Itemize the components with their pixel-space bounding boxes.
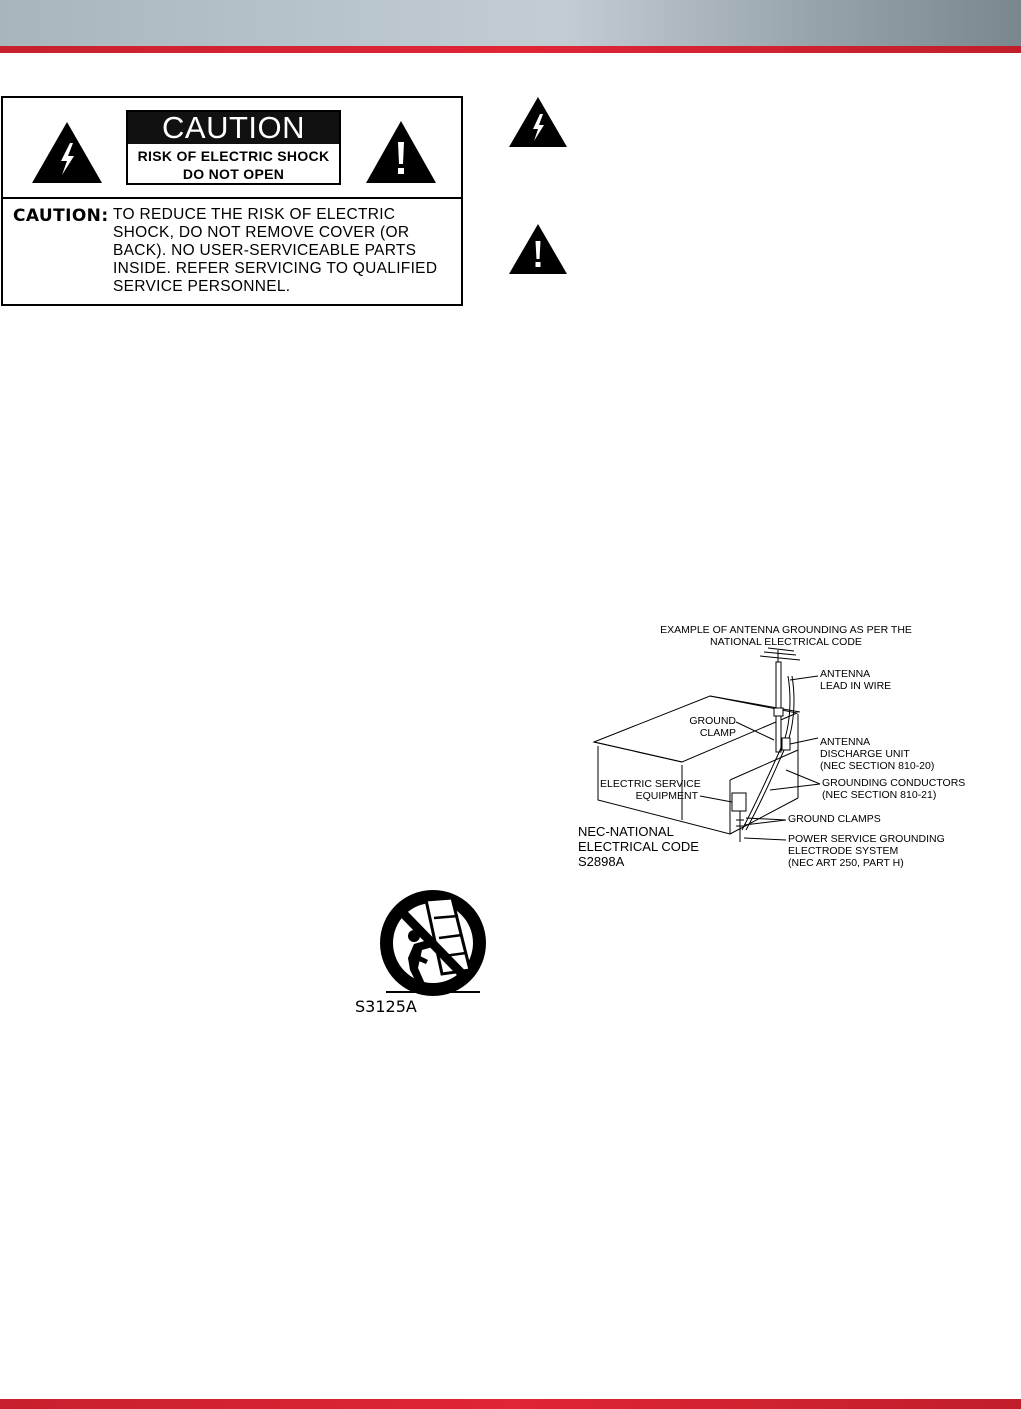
exclamation-triangle-icon [508, 223, 568, 275]
nec-label [578, 824, 699, 869]
nec-line: ELECTRICAL CODE [578, 839, 699, 854]
antenna-lead-line: ANTENNA [820, 668, 871, 680]
electric-service-label [600, 778, 701, 802]
caution-text-line: SHOCK, DO NOT REMOVE COVER (OR [113, 224, 410, 241]
antenna-diagram-title-line1: EXAMPLE OF ANTENNA GROUNDING AS PER THE [660, 624, 912, 636]
caution-text-line: SERVICE PERSONNEL. [113, 278, 291, 295]
caution-label-line2: DO NOT OPEN [182, 166, 285, 182]
lightning-triangle-icon [508, 96, 568, 148]
antenna-diagram-title-line2: NATIONAL ELECTRICAL CODE [710, 636, 862, 648]
caution-box [1, 96, 463, 306]
exclamation-triangle-icon [365, 120, 437, 184]
antenna-lead-label [820, 668, 891, 692]
nec-line: NEC-NATIONAL [578, 824, 674, 839]
grounding-conductors-line: GROUNDING CONDUCTORS [822, 777, 966, 789]
discharge-unit-line: DISCHARGE UNIT [820, 748, 910, 760]
discharge-unit-line: ANTENNA [820, 736, 871, 748]
caution-text-line: TO REDUCE THE RISK OF ELECTRIC [113, 206, 396, 223]
caution-text-line: BACK). NO USER-SERVICEABLE PARTS [113, 242, 417, 259]
antenna-grounding-diagram [560, 620, 980, 880]
ground-clamps-label: GROUND CLAMPS [788, 813, 881, 825]
discharge-unit-label [820, 736, 934, 772]
lightning-triangle-icon [31, 121, 103, 184]
power-service-line: POWER SERVICE GROUNDING [788, 833, 945, 845]
electric-service-line: ELECTRIC SERVICE [600, 778, 701, 790]
ground-clamp-line: CLAMP [699, 727, 736, 739]
ground-clamp-label [686, 715, 736, 739]
caution-label [126, 110, 341, 185]
footer-accent-stripe [0, 1399, 1021, 1409]
caution-label-title: CAUTION [128, 112, 339, 144]
caution-text-label: CAUTION: [13, 206, 109, 226]
header-bar [0, 0, 1021, 46]
electric-service-line: EQUIPMENT [635, 790, 698, 802]
caution-text-line: INSIDE. REFER SERVICING TO QUALIFIED [113, 260, 438, 277]
caution-box-top [3, 98, 461, 199]
caution-label-line1: RISK OF ELECTRIC SHOCK [137, 148, 330, 164]
caution-text-lines [113, 206, 463, 296]
power-service-line: ELECTRODE SYSTEM [788, 845, 899, 857]
header-accent-stripe [0, 46, 1021, 53]
ground-clamp-line: GROUND [689, 715, 736, 727]
power-service-line: (NEC ART 250, PART H) [788, 857, 904, 869]
power-service-label [788, 833, 945, 869]
caution-label-subtitle [128, 144, 339, 183]
antenna-lead-line: LEAD IN WIRE [820, 680, 892, 692]
discharge-unit-line: (NEC SECTION 810-20) [820, 760, 935, 772]
grounding-conductors-line: (NEC SECTION 810-21) [822, 789, 937, 801]
grounding-conductors-label [822, 777, 965, 801]
nec-line: S2898A [578, 854, 625, 869]
antenna-diagram-title [656, 624, 916, 648]
cart-code-label: S3125A [355, 997, 417, 1016]
